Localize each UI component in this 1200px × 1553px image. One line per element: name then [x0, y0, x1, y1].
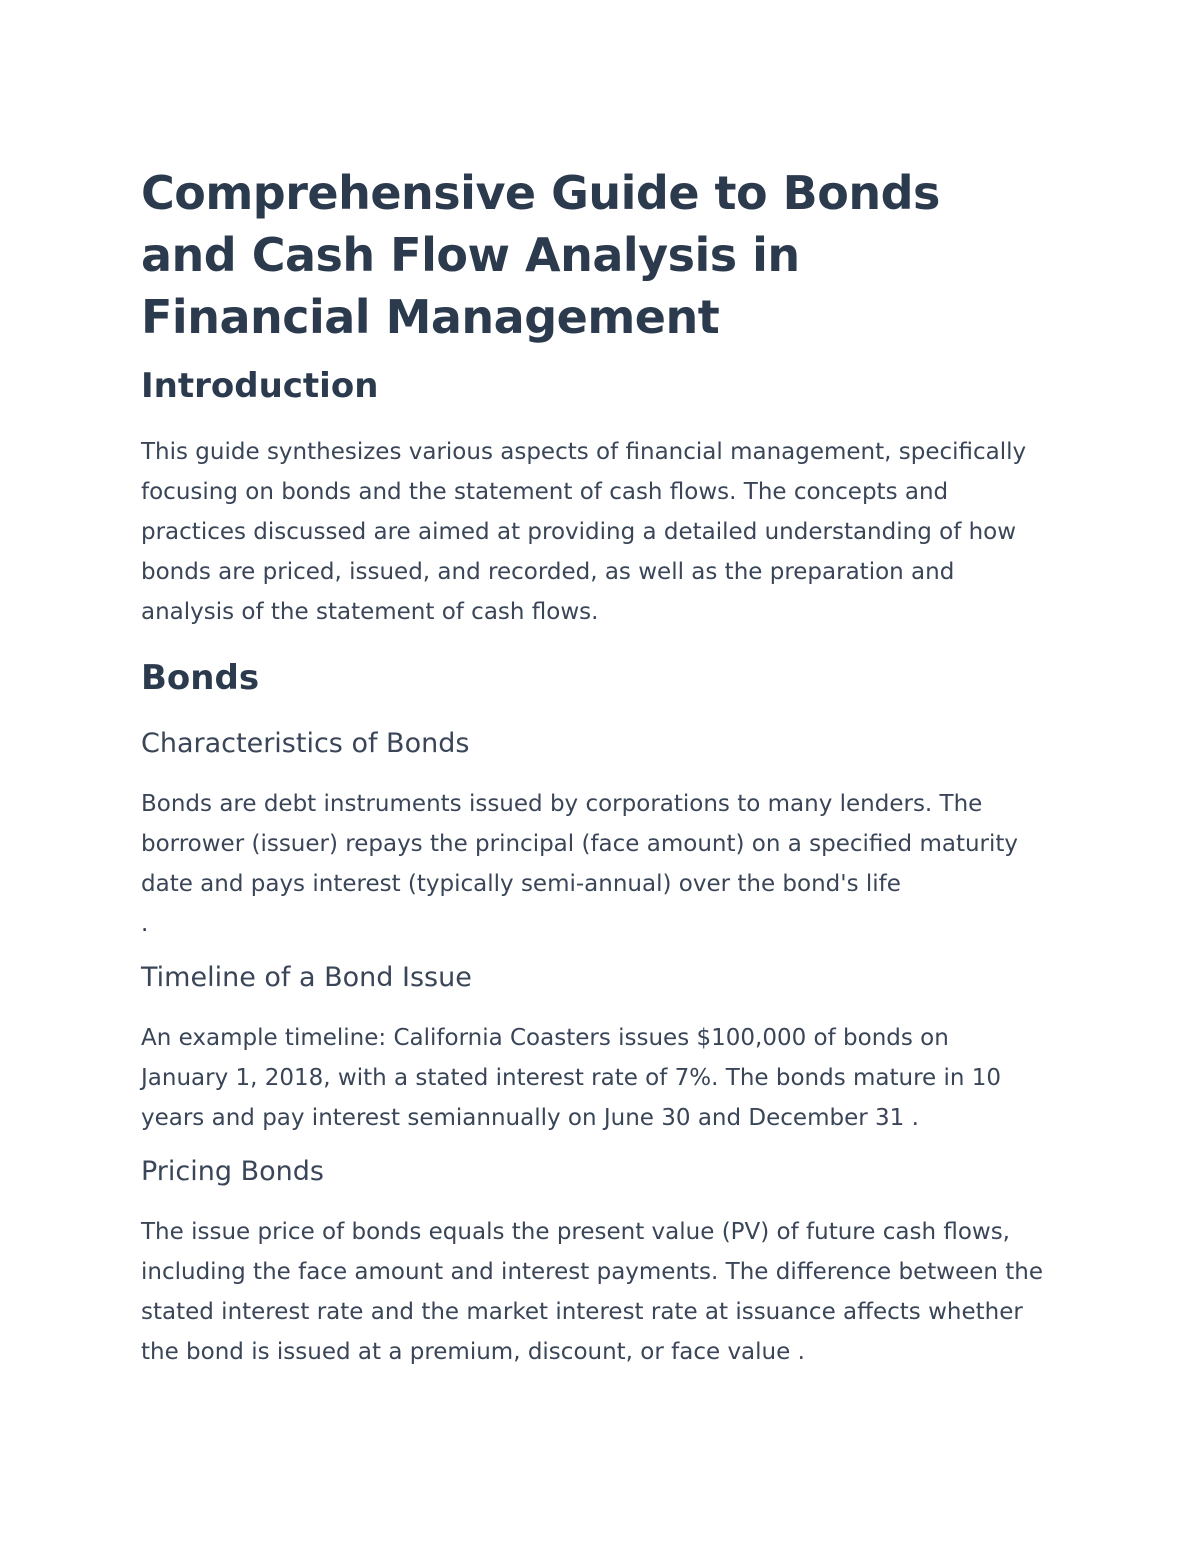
introduction-paragraph: This guide synthesizes various aspects of financial management, specifically focusing on bonds and the statement of cash flows. The concepts and practices discussed are aimed at providing a detailed understanding of how bonds are priced, issued, and recorded, as well as the preparation and analysis of the statement of cash flows.: [141, 439, 1027, 625]
heading-timeline-of-a-bond-issue: Timeline of a Bond Issue: [141, 962, 472, 993]
document-page: [141, 162, 1081, 1372]
heading-bonds: Bonds: [141, 658, 260, 698]
characteristics-trailing-period: .: [141, 911, 149, 937]
heading-introduction: Introduction: [141, 366, 379, 406]
document-title: Comprehensive Guide to Bonds and Cash Flow Analysis in Financial Management: [141, 166, 940, 344]
timeline-paragraph: An example timeline: California Coasters issues $100,000 of bonds on January 1, 2018, with a stated interest rate of 7%. The bonds mature in 10 years and pay interest semiannually on June 30 and December 31 .: [141, 1025, 1002, 1131]
heading-characteristics-of-bonds: Characteristics of Bonds: [141, 728, 470, 759]
heading-pricing-bonds: Pricing Bonds: [141, 1156, 324, 1187]
pricing-paragraph: The issue price of bonds equals the present value (PV) of future cash flows, including the face amount and interest payments. The difference between the stated interest rate and the market interest rate at issuance affects whether the bond is issued at a premium, discount, or face value .: [141, 1219, 1044, 1365]
characteristics-paragraph: Bonds are debt instruments issued by corporations to many lenders. The borrower (issuer) repays the principal (face amount) on a specified maturity date and pays interest (typically semi-annual) over the bond's life: [141, 791, 1019, 897]
